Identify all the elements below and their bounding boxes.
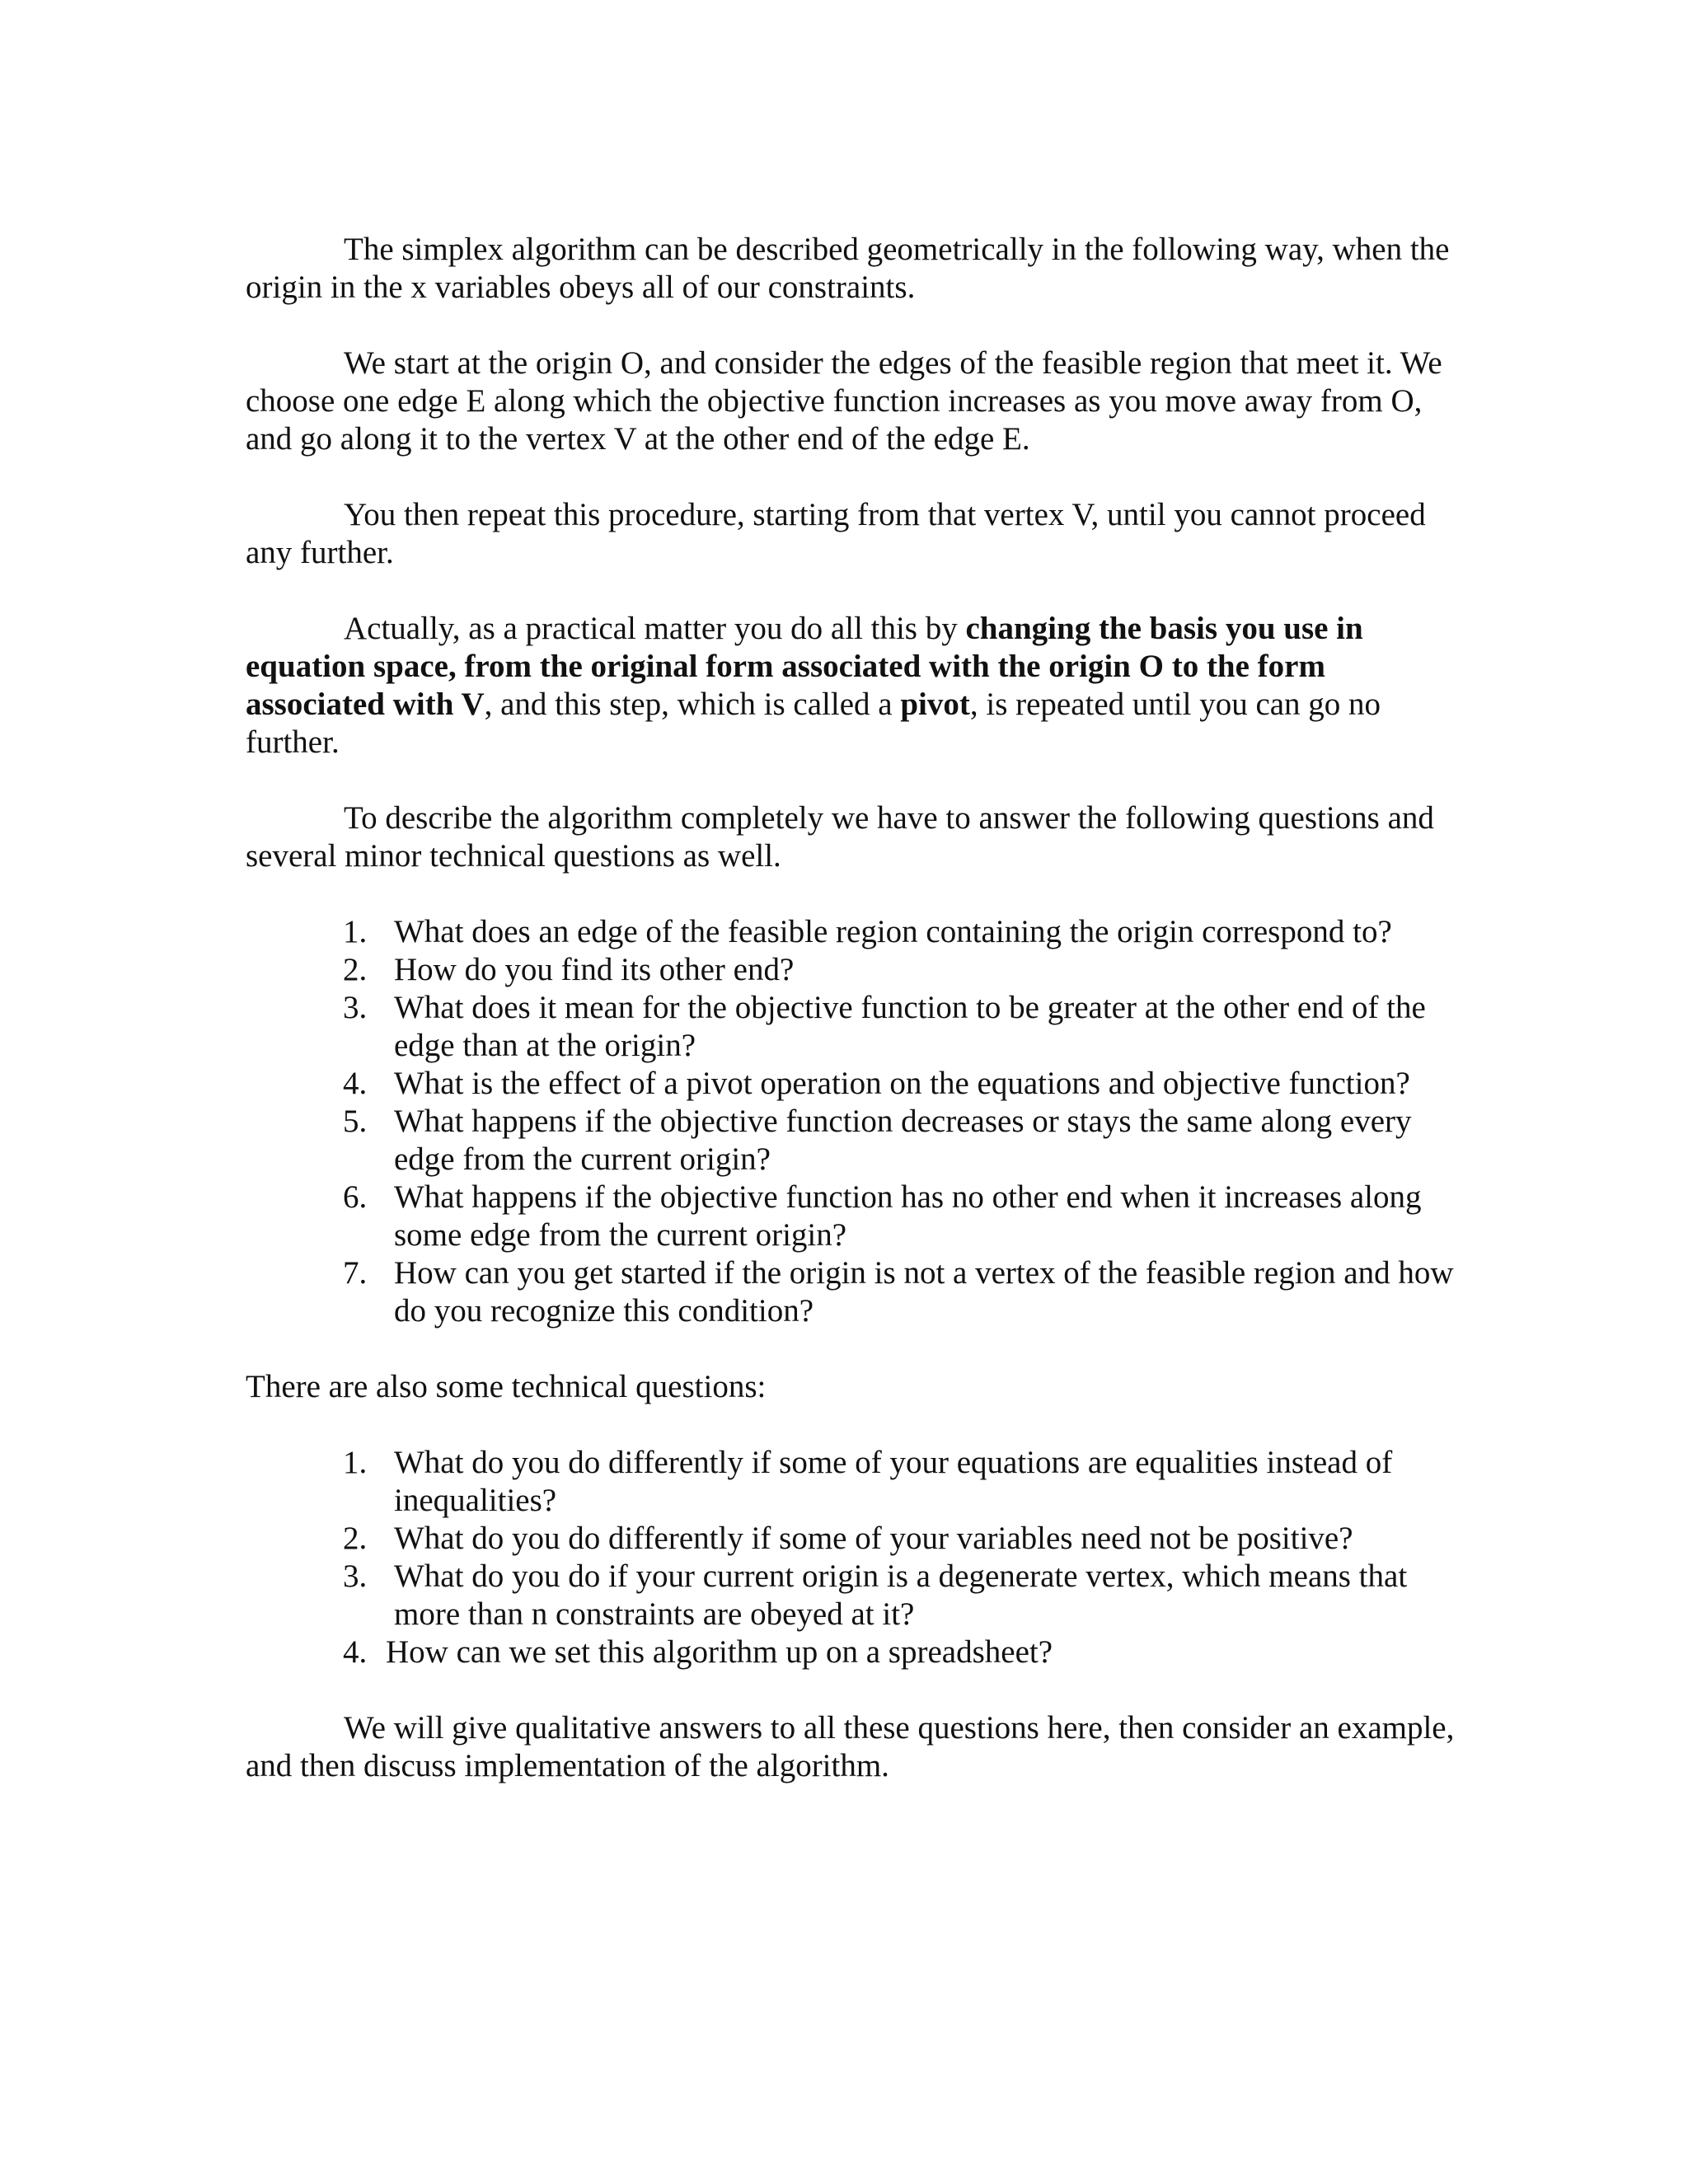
list-item-text: What does an edge of the feasible region containing the origin correspond to?: [394, 914, 1392, 949]
list-item-number: 7.: [343, 1255, 368, 1291]
describe-paragraph: To describe the algorithm completely we have to answer the following questions and several minor technical questions as well.: [246, 800, 1434, 874]
technical-heading: There are also some technical questions:: [246, 1369, 767, 1404]
list-item: [246, 1444, 1457, 1520]
main-questions-list: [246, 913, 1457, 1330]
list-item-number: 2.: [343, 1521, 368, 1556]
practical-paragraph: [246, 610, 1457, 762]
intro-paragraph: The simplex algorithm can be described geometrically in the following way, when the origin in the x variables obeys all of our constraints.: [246, 232, 1450, 305]
list-item-text: What happens if the objective function decreases or stays the same along every edge from the current origin?: [394, 1104, 1412, 1177]
closing-paragraph: We will give qualitative answers to all these questions here, then consider an example, and then discuss implementation of the algorithm.: [246, 1710, 1455, 1783]
list-item: [246, 913, 1457, 951]
list-item-text: How do you find its other end?: [394, 952, 795, 987]
list-item-text: What happens if the objective function has no other end when it increases along some edge from the current origin?: [394, 1179, 1422, 1253]
list-item: [246, 1254, 1457, 1330]
practical-text-2: , and this step, which is called a: [484, 687, 901, 722]
list-item: [246, 1558, 1457, 1633]
list-item-number: 1.: [343, 914, 368, 949]
list-item: [246, 989, 1457, 1065]
practical-bold-basis: changing the basis you use in equation space, from the original form associated with the origin O to the form associated with V: [246, 611, 1363, 722]
list-item-text: What does it mean for the objective function to be greater at the other end of the edge than at the origin?: [394, 990, 1426, 1063]
practical-bold-pivot: pivot: [900, 687, 970, 722]
start-paragraph: We start at the origin O, and consider the edges of the feasible region that meet it. We choose one edge E along which the objective function increases as you move away from O, and go along it to the vertex V at the other end of the edge E.: [246, 345, 1442, 457]
list-item-text: What is the effect of a pivot operation on the equations and objective function?: [394, 1066, 1410, 1101]
technical-questions-list: [246, 1444, 1457, 1671]
list-item-text: What do you do differently if some of your equations are equalities instead of inequalities?: [394, 1445, 1393, 1518]
list-item-text: How can you get started if the origin is not a vertex of the feasible region and how do you recognize this condition?: [394, 1255, 1454, 1329]
list-item: [246, 1065, 1457, 1103]
list-item-number: 6.: [343, 1179, 368, 1215]
list-item-number: 3.: [343, 990, 368, 1025]
list-item: [246, 1520, 1457, 1558]
list-item-text: What do you do if your current origin is a degenerate vertex, which means that more than n constraints are obeyed at it?: [394, 1558, 1408, 1632]
list-item-number: 4.: [343, 1066, 368, 1101]
list-item-text: What do you do differently if some of your variables need not be positive?: [394, 1521, 1353, 1556]
document-page: [246, 231, 1457, 1823]
list-item-number: 4.: [343, 1634, 368, 1670]
list-item: [246, 1103, 1457, 1179]
repeat-paragraph: You then repeat this procedure, starting from that vertex V, until you cannot proceed any further.: [246, 497, 1426, 570]
list-item-number: 2.: [343, 952, 368, 987]
list-item-number: 3.: [343, 1558, 368, 1594]
practical-text-1: Actually, as a practical matter you do all this by: [344, 611, 966, 646]
practical-text-3: , is repeated until you can go no further.: [246, 687, 1381, 760]
list-item: [246, 1179, 1457, 1254]
list-item-number: 1.: [343, 1445, 368, 1480]
list-item-number: 5.: [343, 1104, 368, 1139]
list-item-text: How can we set this algorithm up on a spreadsheet?: [386, 1634, 1053, 1670]
list-item: [246, 951, 1457, 989]
list-item: [246, 1633, 1457, 1671]
